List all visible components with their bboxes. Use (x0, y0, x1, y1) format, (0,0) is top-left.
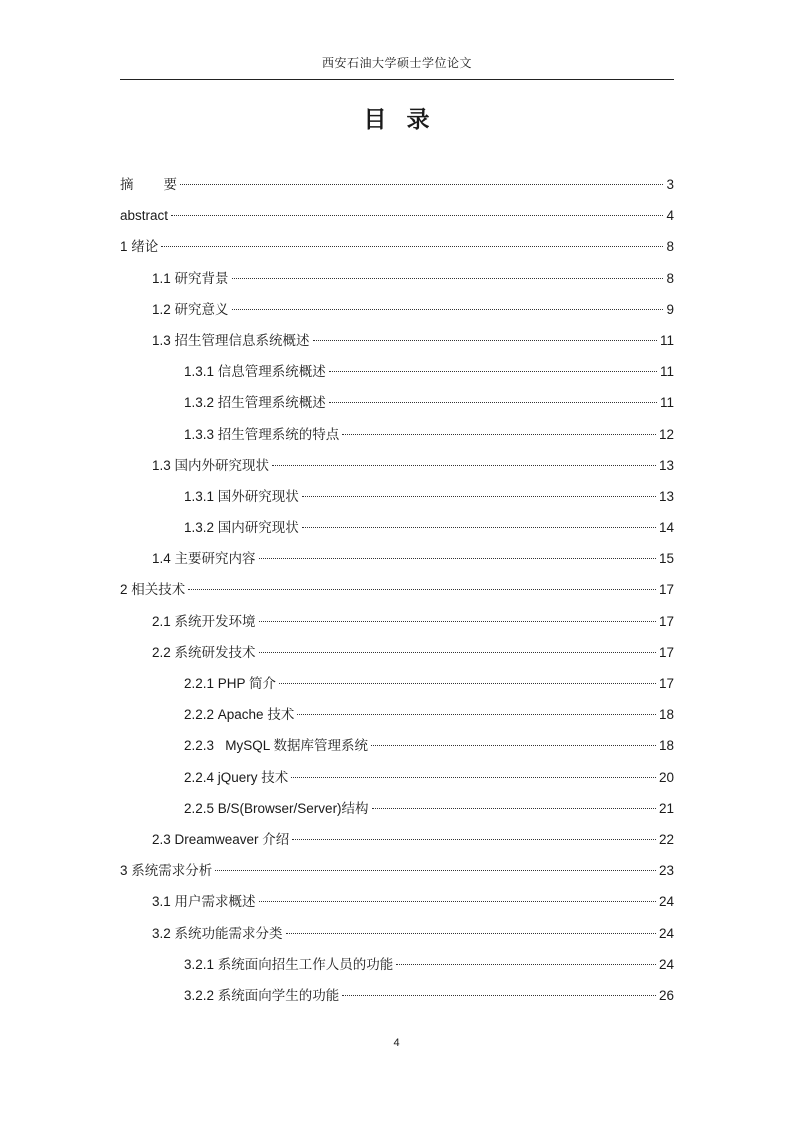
toc-entry-label: 招生管理系统概述 (217, 395, 326, 411)
toc-entry-number: 1.3 (152, 332, 175, 348)
toc-entry-page: 23 (658, 863, 674, 879)
toc-dot-leader (259, 558, 656, 559)
toc-entry[interactable] (120, 642, 674, 673)
header-divider (120, 79, 674, 80)
toc-entry[interactable] (120, 299, 674, 330)
toc-entry-label: abstract (120, 208, 169, 224)
toc-entry-label: B/S(Browser/Server)结构 (217, 800, 369, 816)
toc-entry-page: 17 (658, 676, 674, 691)
toc-entry-page: 11 (659, 364, 674, 380)
toc-dot-leader (171, 215, 663, 216)
toc-entry-label: Apache 技术 (217, 707, 295, 723)
toc-entry-page: 17 (658, 582, 674, 598)
toc-entry-label: 用户需求概述 (174, 894, 256, 910)
toc-entry[interactable] (120, 424, 674, 455)
toc-entry-number: 2 (120, 582, 132, 598)
toc-dot-leader (292, 839, 656, 840)
toc-entry-page: 18 (658, 738, 674, 754)
toc-dot-leader (313, 340, 657, 341)
toc-entry[interactable] (120, 268, 674, 299)
toc-entry-label: 系统开发环境 (174, 613, 256, 629)
toc-entry-number: 2.2 (152, 644, 175, 660)
toc-dot-leader (329, 402, 657, 403)
toc-entry-number: 2.3 (152, 831, 175, 847)
toc-dot-leader (161, 246, 663, 247)
toc-entry-number: 3.2 (152, 925, 175, 941)
toc-entry[interactable] (120, 548, 674, 579)
toc-entry-page: 4 (666, 208, 674, 224)
toc-entry-label: jQuery 技术 (217, 769, 289, 785)
toc-entry-label: 系统面向招生工作人员的功能 (217, 956, 394, 972)
toc-entry[interactable] (120, 704, 674, 735)
toc-entry-number: 2.2.1 (184, 676, 218, 691)
toc-entry[interactable] (120, 829, 674, 860)
toc-entry-number: 2.2.4 (184, 769, 218, 785)
toc-dot-leader (396, 964, 656, 965)
toc-entry-label: 系统研发技术 (174, 644, 256, 660)
toc-entry-label: 国外研究现状 (217, 488, 299, 504)
toc-entry-number: 1.4 (152, 551, 175, 567)
toc-entry-number: 2.1 (152, 613, 175, 629)
toc-entry-page: 11 (659, 332, 674, 348)
toc-entry-page: 13 (658, 457, 674, 473)
toc-dot-leader (188, 589, 656, 590)
toc-entry-label: 主要研究内容 (174, 551, 256, 567)
toc-entry-label: 系统面向学生的功能 (217, 987, 340, 1003)
toc-entry-page: 8 (666, 270, 674, 286)
toc-entry[interactable] (120, 330, 674, 361)
toc-entry-page: 22 (658, 831, 674, 847)
toc-dot-leader (259, 901, 656, 902)
toc-title (0, 101, 793, 134)
toc-dot-leader (329, 371, 657, 372)
toc-dot-leader (291, 777, 656, 778)
toc-dot-leader (372, 808, 656, 809)
toc-entry-number: 3.1 (152, 894, 175, 910)
toc-dot-leader (272, 465, 656, 466)
toc-dot-leader (232, 309, 664, 310)
toc-entry[interactable] (120, 455, 674, 486)
toc-entry[interactable] (120, 767, 674, 798)
toc-title-char-1: 目 (363, 107, 387, 133)
toc-entry-number: 2.2.2 (184, 707, 218, 723)
toc-entry-number: 1.3.1 (184, 488, 218, 504)
toc-entry-page: 3 (666, 177, 674, 192)
toc-entry[interactable] (120, 236, 674, 267)
toc-dot-leader (180, 184, 663, 185)
toc-dot-leader (302, 496, 656, 497)
toc-dot-leader (215, 870, 656, 871)
table-of-contents (120, 174, 674, 1016)
toc-entry-page: 14 (658, 520, 674, 536)
toc-entry[interactable] (120, 174, 674, 205)
toc-dot-leader (371, 745, 656, 746)
toc-entry-page: 9 (666, 301, 674, 317)
toc-entry-page: 24 (658, 925, 674, 941)
toc-dot-leader (259, 652, 656, 653)
toc-entry-label: 招生管理信息系统概述 (174, 332, 310, 348)
toc-entry-number: 1.1 (152, 270, 175, 286)
toc-entry-label: 相关技术 (131, 582, 186, 598)
toc-entry-label: MySQL 数据库管理系统 (225, 738, 369, 754)
toc-entry-label: Dreamweaver 介绍 (174, 831, 290, 847)
toc-dot-leader (342, 434, 656, 435)
toc-entry-page: 11 (659, 395, 674, 411)
toc-entry[interactable] (120, 392, 674, 423)
toc-entry[interactable] (120, 673, 674, 704)
toc-entry-page: 26 (658, 987, 674, 1003)
page-number: 4 (393, 1037, 400, 1049)
toc-entry-label: 招生管理系统的特点 (217, 426, 340, 442)
toc-entry-number: 1.3.1 (184, 364, 218, 380)
toc-entry-page: 20 (658, 769, 674, 785)
toc-entry-number: 3.2.2 (184, 987, 218, 1003)
toc-title-char-2: 录 (406, 107, 430, 133)
toc-entry-number: 1.3.2 (184, 520, 218, 536)
toc-entry-page: 17 (658, 613, 674, 629)
toc-entry[interactable] (120, 611, 674, 642)
toc-entry[interactable] (120, 361, 674, 392)
toc-entry[interactable] (120, 891, 674, 922)
toc-entry-page: 15 (658, 551, 674, 567)
toc-entry[interactable] (120, 985, 674, 1016)
toc-entry-page: 21 (658, 800, 674, 816)
toc-entry-label: PHP 简介 (217, 676, 277, 691)
toc-dot-leader (297, 714, 656, 715)
toc-dot-leader (232, 278, 664, 279)
toc-entry-number: 1.2 (152, 301, 175, 317)
toc-entry-page: 13 (658, 488, 674, 504)
toc-entry-page: 17 (658, 644, 674, 660)
toc-entry[interactable] (120, 798, 674, 829)
toc-entry[interactable] (120, 579, 674, 610)
toc-entry[interactable] (120, 954, 674, 985)
toc-entry[interactable] (120, 860, 674, 891)
toc-dot-leader (342, 995, 656, 996)
toc-entry-label: 信息管理系统概述 (217, 364, 326, 380)
toc-entry-label: 系统需求分析 (131, 863, 213, 879)
toc-entry-label: 摘 要 (120, 177, 178, 192)
toc-dot-leader (302, 527, 656, 528)
toc-entry-number: 3 (120, 863, 132, 879)
toc-entry-page: 24 (658, 956, 674, 972)
toc-entry-number: 1 (120, 239, 132, 255)
toc-dot-leader (279, 683, 656, 684)
toc-entry-page: 18 (658, 707, 674, 723)
toc-entry-number: 2.2.3 (184, 738, 226, 754)
toc-entry[interactable] (120, 735, 674, 766)
toc-entry-label: 系统功能需求分类 (174, 925, 283, 941)
toc-entry-label: 国内研究现状 (217, 520, 299, 536)
toc-entry-number: 1.3.2 (184, 395, 218, 411)
toc-entry-number: 1.3.3 (184, 426, 218, 442)
toc-entry[interactable] (120, 517, 674, 548)
toc-entry[interactable] (120, 486, 674, 517)
running-header: 西安石油大学硕士学位论文 (321, 56, 472, 70)
toc-entry-number: 1.3 (152, 457, 175, 473)
toc-dot-leader (286, 933, 656, 934)
toc-entry-number: 2.2.5 (184, 800, 218, 816)
toc-entry-label: 绪论 (131, 239, 159, 255)
toc-entry-page: 8 (666, 239, 674, 255)
toc-entry-page: 12 (658, 426, 674, 442)
toc-entry[interactable] (120, 923, 674, 954)
toc-entry[interactable] (120, 205, 674, 236)
toc-entry-label: 研究意义 (174, 301, 229, 317)
toc-entry-label: 研究背景 (174, 270, 229, 286)
toc-dot-leader (259, 621, 656, 622)
toc-entry-number: 3.2.1 (184, 956, 218, 972)
toc-entry-label: 国内外研究现状 (174, 457, 270, 473)
toc-entry-page: 24 (658, 894, 674, 910)
